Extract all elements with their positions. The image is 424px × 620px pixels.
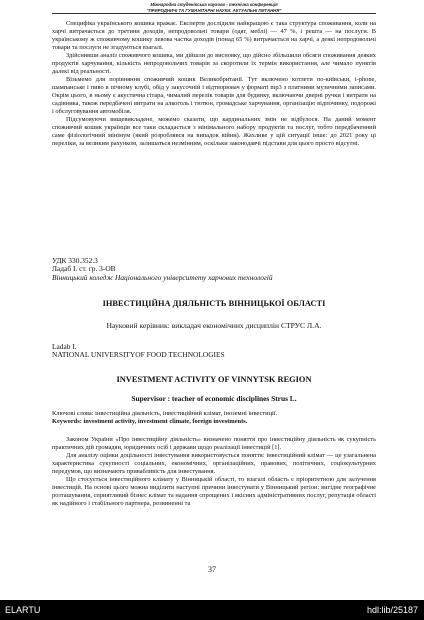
paragraph: Що стосується інвестиційного клімату у Вінницькій області, то взагалі область є пріоритетною для залучення інвестицій. На основі цього можна виділити наступні причини інвестувати у Вінницький регіон: вигідне географічне розташування, сприятливий бізнес клімат та надання спрощених і якісних адміністративних послуг, репутація області як надійного і стабільного партнера, розвиненні та (52, 476, 376, 507)
supervisor-ua: Науковий керівник: викладач економічних дисциплін СТРУС Л.А. (106, 321, 322, 330)
title-block-ua (52, 299, 376, 309)
paragraph: Для аналізу оцінки доцільності інвестування використовується поняття: інвестиційний клімат — це узагальнена характеристика сукупності соціальних, економічних, організаційних, правових, політичних, соціокультурних передумов, що визначають привабливість для інвестування. (52, 452, 376, 475)
keywords-en-line (52, 418, 376, 426)
header-line-2: "ПРИРОДНИЧІ ТА ГУМАНІТАРНІ НАУКИ. АКТУАЛЬНІ ПИТАННЯ" (146, 7, 282, 13)
keywords-en: investment activity, investment climate, foreign investments. (83, 418, 248, 425)
repository-name: ELARTU (5, 605, 41, 615)
article-body (52, 436, 376, 508)
previous-article-text (52, 20, 376, 148)
keywords-block (52, 410, 376, 426)
article-title-en: INVESTMENT ACTIVITY OF VINNYTSK REGION (116, 375, 312, 384)
header-rule (52, 13, 376, 14)
author-en: Ladab I. (52, 342, 77, 351)
article-meta-ua (52, 257, 376, 282)
article-meta-en (52, 343, 376, 360)
article-title-ua: ІНВЕСТИЦІЙНА ДІЯЛЬНІСТЬ ВІННИЦЬКОЇ ОБЛАСТІ (102, 299, 326, 308)
udk-code: УДК 330.352.3 (52, 256, 98, 265)
supervisor-block-ua (52, 321, 376, 330)
paragraph: Законом України «Про інвестиційну діяльність» визначено поняття про інвестиційну діяльність як сукупність практичних дій громадян, юридичних осіб і держави щодо реалізації інвестицій [1]. (52, 436, 376, 451)
supervisor-block-en (52, 394, 376, 403)
college-ua: Вінницький коледж Національного університету харчових технологій (52, 272, 273, 282)
keywords-en-label: Keywords: (52, 418, 82, 425)
paragraph: Підсумовуючи вищевикладене, можемо сказати, що кардинальних змін не відбулося. На даний момент споживчий кошик українців все таки складається з мінімального набору продуктів та послуг, тобто передбаченний саме фізіологічний мінімум (який розроблявся на випадок війни). Жахливе у цій ситуації інше: до 2021 року ці переліки, за великим рахунком, залишаться незмінним, оскільки законодавчі підстави для цього просто відсутні. (52, 116, 376, 147)
supervisor-en: Supervisor : teacher of economic disciplines Strus L. (131, 394, 297, 403)
university-en: NATIONAL UNIVERSITYOF FOOD TECHNOLOGIES (52, 350, 225, 360)
running-header (52, 0, 376, 18)
paragraph: Здійснивши аналіз споживчого кошика, ми дійшли до висновку, що дійсно збільшили обсяги споживання деяких продуктів харчування, кількість непродовольчих товарів за скоротили їх термін використання, але чимало пунктів далекі від реальності. (52, 52, 376, 75)
header-line-1: Міжнародна студентська науково - технічна конференція (150, 2, 278, 7)
paragraph: Специфіка українського кошика вражає. Експерти дослідили найкращою є така структура споживання, коли на харчі витрачається до третини доходів, непродовольчі товари (одяг, меблі) — 47 %, і решта — на послуги. В українському ж споживчому кошику левова частка доходів (понад 65 %) витрачається на харчі, а деякі непродовольчі товари та послуги не згадуються взагалі. (52, 20, 376, 51)
page-number: 37 (208, 565, 216, 574)
repository-footer-bar (0, 600, 424, 620)
keywords-ua: Ключові слова: інвестиційна діяльність, інвестиційний клімат, іноземні інвестиції. (52, 410, 278, 417)
title-block-en (52, 375, 376, 385)
author-ua: Ладаб І. ст. гр. 3-ОВ (52, 264, 116, 274)
handle-id: hdl:lib/25187 (366, 605, 418, 615)
paragraph: Візьмемо для порівняння споживчий кошик Великобританії. Тут включено котлети по-київськи, i-phone, шампанське і пиво в пічному клубі, обід у закусочній і відтворювач у форматі mp3 з платними музичними записами. Окрім цього, в ньому є акустична гітара, чималий перелік товарів для будинку, включаючи дверні ручки і витрати на садівника, також передбачені витрати на алкоголь і тютюн, громадське харчування, організацію відпочинку, подорожі і обслуговування автомобіля. (52, 76, 376, 115)
